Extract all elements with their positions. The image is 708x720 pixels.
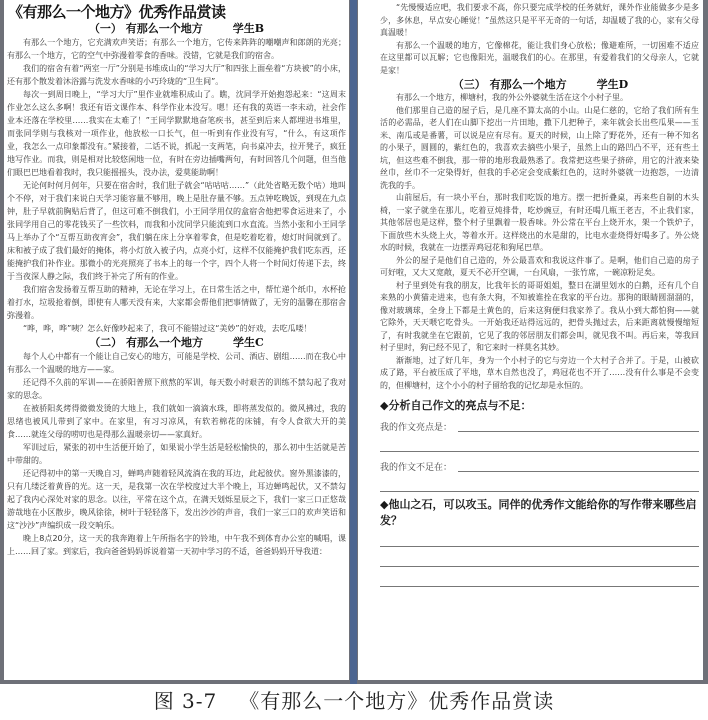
paragraph: 无论何时何月何年，只要在宿舍时，我们肚子就会“咕咕咕……”（此处省略无数个咕）地叫个不停，对于我们来说白天学习能容量不够用，晚上是肚存量不够。五点钟吃晚饭，到现在九点钟，肚子早就前胸贴后背了，但这可难不倒我们，小王同学用仅的盒宿舍他把零食运进来了，小张同学用自己的零花钱买了一些饮料，而我和小沈同学只能流到口水直流。当然小张和小王同学马上举办了个“互帮互助夜宵会”，我们躺在床上分享着零食，但是吃着吃着，熄灯时间就到了。床和被子成了我们最好的掩体，将小灯放入被子内，点亮小灯，这样不仅能掩护我们吃东西，还能掩护我们补作业。那微小的光亮照亮了书本上的每一个字，四个人将一个时间灯传递下去，终于当夜深人静之际，我们终于补完了所有的作业。 bbox=[7, 181, 346, 281]
highlight-answer-line-2[interactable] bbox=[380, 434, 699, 454]
paragraph: “先慢慢适应吧，我们要求不高，你只要完成学校的任务就好，课外作业能做多少是多少，多休息，早点安心睡觉！”虽然这只是平平无奇的一句话，却温暖了我的心，家有父母真温暖！ bbox=[380, 3, 699, 37]
question-peer-inspiration: ◆他山之石，可以攻玉。同伴的优秀作文能给你的写作带来哪些启发？ bbox=[380, 498, 697, 527]
answer-line[interactable] bbox=[380, 451, 699, 452]
section-heading-1 bbox=[4, 21, 349, 36]
document-title: 《有那么一个地方》优秀作品赏读 bbox=[8, 3, 226, 21]
answer-line[interactable] bbox=[458, 471, 699, 472]
paragraph: “哗，哗，哗”咦？怎么好像吵起来了，我可不能错过这“美妙”的好戏，去吃瓜喽！ bbox=[23, 324, 312, 333]
section-author: 学生B bbox=[232, 22, 265, 35]
right-page bbox=[358, 0, 703, 680]
highlight-label: 我的作文亮点是： bbox=[380, 423, 453, 433]
left-page bbox=[4, 0, 349, 680]
answer-line[interactable] bbox=[458, 431, 699, 432]
paragraph: 晚上8点20分，这一天的我奔跑着上午所指名字的铃地，中午我不到体育办公室的喊唱，课上……回了家。到家后，我向爸爸妈妈诉说着第一天初中学习的不适，爸爸妈妈开导我道： bbox=[7, 534, 346, 556]
paragraph: 每个人心中都有一个能让自己安心的地方，可能是学校、公司、酒店、剧组……而在我心中有那么一个温暖的地方——家。 bbox=[7, 352, 346, 374]
figure-caption bbox=[0, 686, 708, 716]
shortcoming-answer-field[interactable] bbox=[380, 454, 699, 474]
highlight-answer-field[interactable] bbox=[380, 414, 699, 434]
paragraph: 我们宿舍发扬着互帮互助的精神，无论在学习上，在日常生活之中，帮忙递个纸巾，水杯抢着打水，垃圾抢着倒，即使有人哪天没有来，大家都会帮他们把事情做了，无穷的温馨在那宿舍弥漫着。 bbox=[7, 285, 346, 320]
figure-number: 图 3-7 bbox=[153, 689, 218, 713]
section-title: （三） 有那么一个地方 bbox=[452, 78, 567, 91]
section-title: （二） 有那么一个地方 bbox=[89, 336, 204, 349]
inspiration-answer-line-3[interactable] bbox=[380, 569, 699, 589]
inspiration-answer-line-2[interactable] bbox=[380, 549, 699, 569]
section-heading-3 bbox=[358, 77, 703, 92]
paragraph: 有那么一个地方，它充满欢声笑语；有那么一个地方，它传来阵阵的嘲嘲声和郎朗的光亮；有那么一个地方，它的空气中弥漫着零食的香味。没错，它就是我们的宿舍。 bbox=[7, 38, 346, 60]
section-title: （一） 有那么一个地方 bbox=[88, 22, 203, 35]
inspiration-answer-line-1[interactable] bbox=[380, 529, 699, 549]
answer-line[interactable] bbox=[380, 491, 699, 492]
paragraph: 外公的屋子是他们自己造的，外公最喜欢和我说这件事了。是啊，他们自己造的房子可好啦，又大又宽敞，夏天不必开空调，一台风扇，一张竹席，一碗凉粉足矣。 bbox=[380, 255, 699, 277]
section-author: 学生D bbox=[596, 78, 629, 91]
paragraph: 山前屋后，有一块小平台，那时我们吃饭的地方。摆一把折叠桌，再来些自制的木头椅，一家子就坐在那儿，吃着豆炖排骨，吃炒豌豆，有时还喝几瓶王老吉，不止我们家，其他邻居也是这样，整个村子里飘着一股香味。外公常在平台上烧开水，架一个铁炉子，下面放些木头烧上火，等着水开。这样烧出的水是甜的，比电水壶烧得好喝多了。外公烧水的时候，我就在一边摆弄鸡冠花和狗尾巴草。 bbox=[380, 193, 699, 252]
paragraph: 军训过后，紧张的初中生活便开始了，如果说小学生活是轻松愉快的，那么初中生活就是苦中带甜的。 bbox=[7, 443, 346, 465]
question-strengths-weaknesses: ◆分析自己作文的亮点与不足： bbox=[380, 399, 532, 412]
shortcoming-answer-line-2[interactable] bbox=[380, 474, 699, 494]
paragraph: 在被骄阳炙烤得微微发烫的大地上，我们就如一滴滴水珠，即将蒸发似的。微风拂过，我的思绪也被风儿带到了家中。在家里，有习习凉风，有软若棉花的床铺，有令人食欲大开的美食……就连父母的唠叨也是得那么温暖亲切——家真好。 bbox=[7, 404, 346, 439]
page-divider bbox=[350, 0, 357, 684]
paragraph: 有那么一个温暖的地方，它像棉花，能让我们身心放松；像避难所，一切困难不适应在这里都可以瓦解；它也像阳光，温暖我们的心。在那里，有爱着我们的父母亲人，它就是家！ bbox=[380, 40, 699, 75]
answer-line[interactable] bbox=[380, 566, 699, 567]
shortcoming-label: 我的作文不足在： bbox=[380, 463, 453, 473]
paragraph: 村子里到处有我的朋友，比我年长的哥哥姐姐，整日在湖里划水的白鹅，还有几个自来熟的小黄猫走进来，也有条大狗，不知被谁拴在我家的平台边。那狗的眼睛圆溜溜的，像对玻璃球，全身上下都是土黄色的，后来这狗便归我家养了。我从小到大都怕狗——就它除外，天天喂它吃骨头。一开始我还站得远远的，把骨头抛过去，后来距离就慢慢缩短了，有时我就坐在它跟前，它见了我的邻居朋友们都会叫，就见我不叫。再后来，等我回村子里时，狗已经不见了，和它来时一样莫名其妙。 bbox=[380, 280, 699, 352]
paragraph: 还记得不久前的军训——在骄阳普照下煎熬的军训，每天数小时艰苦的训练不禁勾起了我对家的思念。 bbox=[7, 378, 346, 400]
answer-line[interactable] bbox=[380, 586, 699, 587]
paragraph: 渐渐地，过了好几年，身为一个小村子的它与旁边一个大村子合并了。于是，山被砍成了路，平台被压成了平地，草木自然也没了，鸡冠花也不开了……没有什么事是不会变的，但柳塘村，这个小小的村子留给我的记忆却是永恒的。 bbox=[380, 355, 699, 390]
section-heading-2 bbox=[4, 335, 349, 350]
section-author: 学生C bbox=[233, 336, 264, 349]
paragraph: 还记得初中的第一天晚自习，蝉鸣声随着轻风流淌在我的耳边，此起彼伏。窗外黑漆漆的，只有几缕泛着黄昏的光。这一天，是我第一次在学校度过大半个晚上，耳边蝉鸣起伏，又不禁勾起了我内心深处对家的思念。以往，平常在这个点，在满天划烁星辰之下，我们一家三口正悠哉游哉地在小区散步，晚风徐徐，树叶于轻轻落下，发出沙沙的声音，我们一家三口的欢声笑语和这“沙沙”声编织成一段交响乐。 bbox=[7, 469, 346, 530]
figure-caption-text: 《有那么一个地方》优秀作品赏读 bbox=[239, 689, 555, 713]
paragraph: 我们的宿舍有着“两室一厅”分别是书堆成山的“学习大厅”和四张上面垒着“方块被”的小床，还有那个散发着沐浴露与洗发水香味的小巧玲珑的“卫生间”。 bbox=[7, 64, 346, 86]
paragraph: 他们那里自己造的屋子后，是几座不算太高的小山。山是仁慈的，它给了我们所有生活的必需品，老人们在山脚下挖出一片田地，撒下几把种子，来年就会长出些瓜果——玉米、南瓜或是番薯，可以说是应有尽有。夏天的时候，山上除了野花外，还有一种不知名的小果子，圆圆的，紫红色的，我喜欢去摘些小果子，虽然上山的路凹凸不平，还有些土坑，但这些难不倒我，那一带的地形我最熟悉了。我常把这些果子挤碎，用它的汁液来染丝巾，丝巾不一定染得好，但我的手必定会变成紫红色的，这时外婆就一边抱怨，一边清洗我的手。 bbox=[380, 105, 699, 190]
paragraph: 每次一到周日晚上，“学习大厅”里作业就堆积成山了。瞧，沈同学开始抱怨起来：“这周末作业怎么这么多啊！我还有语文课作本、科学作业本没写。嗯！还有我的英语一李未动，社会作业本还落在学校里……我实在太难了！”王同学默默地奋笔疾书，甚至到后来人都埋进书堆里，而张同学则与我核对一项作业，他放松一口长气，但一听到有作业没有写，“什么，有这项作业，我怎么一点印象都没有。”紧接着，二话不说，抓起一支两笔，向书桌冲去，拉开凳子，疯狂地写作业。而我，则是相对比较悠闲地一位，有时在旁边插嘴两句，有时回答几个问题，但当他们眼巴巴地看着我时，我只能摇摇头，没办法，爱莫能助啊！ bbox=[7, 90, 346, 177]
answer-line[interactable] bbox=[380, 546, 699, 547]
paragraph: 有那么一个地方，柳塘村，我的外公外婆就生活在这个小村子里。 bbox=[396, 93, 628, 102]
